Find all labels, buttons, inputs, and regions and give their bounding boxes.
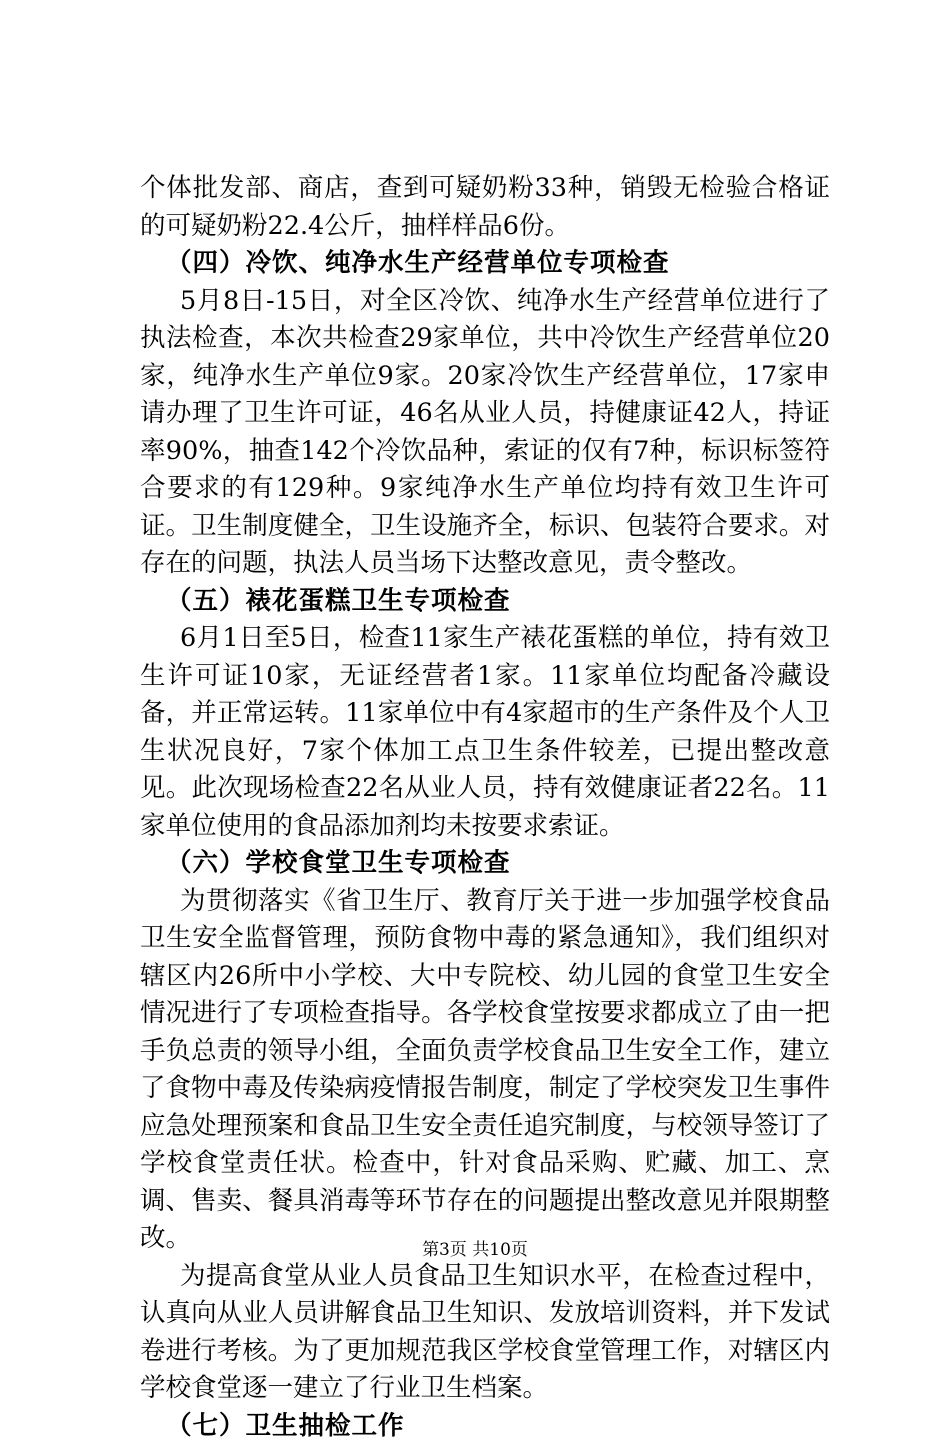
section-heading-school-canteen: （六）学校食堂卫生专项检查 — [140, 845, 830, 883]
page-number-footer: 第3页 共10页 — [0, 1238, 950, 1262]
paragraph-canteen-training: 为提高食堂从业人员食品卫生知识水平，在检查过程中，认真向从业人员讲解食品卫生知识、发放培训资料，并下发试卷进行考核。为了更加规范我区学校食堂管理工作，对辖区内学校食堂逐一建立了行业卫生档案。 — [140, 1258, 830, 1408]
paragraph-milk-powder: 个体批发部、商店，查到可疑奶粉33种，销毁无检验合格证的可疑奶粉22.4公斤，抽样样品6份。 — [140, 170, 830, 245]
paragraph-school-canteen: 为贯彻落实《省卫生厅、教育厅关于进一步加强学校食品卫生安全监督管理，预防食物中毒的紧急通知》，我们组织对辖区内26所中小学校、大中专院校、幼儿园的食堂卫生安全情况进行了专项检查指导。各学校食堂按要求都成立了由一把手负总责的领导小组，全面负责学校食品卫生安全工作，建立了食物中毒及传染病疫情报告制度，制定了学校突发卫生事件应急处理预案和食品卫生安全责任追究制度，与校领导签订了学校食堂责任状。检查中，针对食品采购、贮藏、加工、烹调、售卖、餐具消毒等环节存在的问题提出整改意见并限期整改。 — [140, 883, 830, 1258]
paragraph-cold-drinks: 5月8日-15日，对全区冷饮、纯净水生产经营单位进行了执法检查，本次共检查29家单位，共中冷饮生产经营单位20家，纯净水生产单位9家。20家冷饮生产经营单位，17家申请办理了卫生许可证，46名从业人员，持健康证42人，持证率90%，抽查142个冷饮品种，索证的仅有7种，标识标签符合要求的有129种。9家纯净水生产单位均持有效卫生许可证。卫生制度健全，卫生设施齐全，标识、包装符合要求。对存在的问题，执法人员当场下达整改意见，责令整改。 — [140, 283, 830, 583]
section-heading-sampling: （七）卫生抽检工作 — [140, 1408, 830, 1445]
paragraph-cake: 6月1日至5日，检查11家生产裱花蛋糕的单位，持有效卫生许可证10家，无证经营者1家。11家单位均配备冷藏设备，并正常运转。11家单位中有4家超市的生产条件及个人卫生状况良好，7家个体加工点卫生条件较差，已提出整改意见。此次现场检查22名从业人员，持有效健康证者22名。11家单位使用的食品添加剂均未按要求索证。 — [140, 620, 830, 845]
section-heading-cold-drinks: （四）冷饮、纯净水生产经营单位专项检查 — [140, 245, 830, 283]
section-heading-cake: （五）裱花蛋糕卫生专项检查 — [140, 583, 830, 621]
